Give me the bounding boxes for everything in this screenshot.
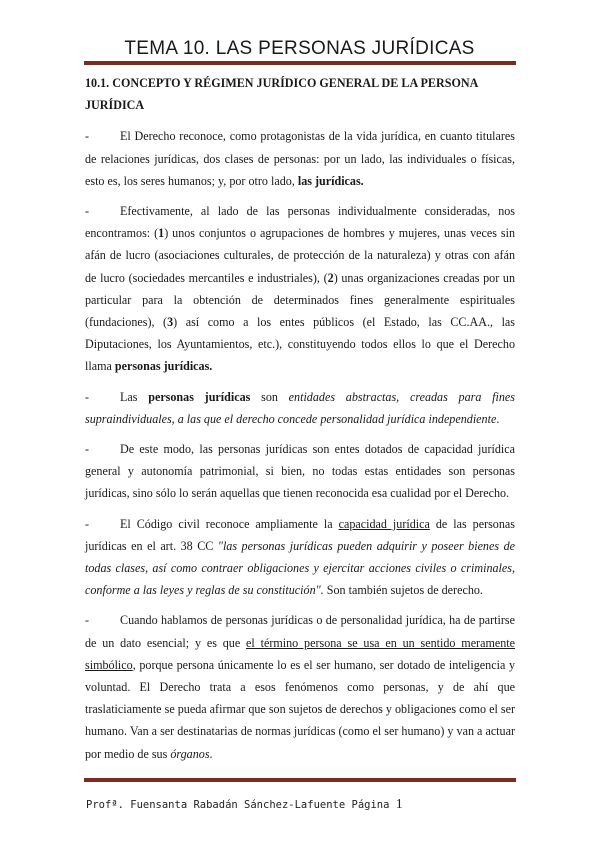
- bold-text: personas jurídicas.: [114, 359, 213, 374]
- page-footer: [86, 797, 403, 813]
- paragraph-text: Las: [120, 389, 149, 404]
- list-dash: -: [85, 613, 90, 628]
- paragraph-text: ) unos conjuntos o agrupaciones de hombres y mujeres, unas veces sin afán de lucro (asociaciones culturales, de protección de la naturaleza) y otras con afán de lucro (sociedades mercantiles e industriales), (: [85, 226, 516, 285]
- paragraph-text: , porque persona únicamente lo es el ser humano, ser dotado de inteligencia y voluntad. El Derecho trata a esos fenómenos como personas, y de ahí que traslaticiamente se pueda afirmar que son sujetos de derechos y obligaciones como el ser humano. Van a ser destinatarias de normas jurídicas (como el ser humano) y van a actuar por medio de sus: [85, 657, 515, 761]
- paragraph-text: Efectivamente, al lado de las personas individualmente consideradas, nos encontramos: (: [85, 204, 515, 241]
- paragraph-5: [85, 513, 515, 602]
- paragraph-2: [85, 200, 515, 378]
- paragraph-text: Son también sujetos de derecho.: [323, 583, 483, 598]
- footer-divider: [84, 778, 516, 782]
- bold-number: 2: [327, 270, 334, 285]
- underlined-text: capacidad jurídica: [338, 516, 430, 531]
- paragraph-6: [85, 609, 515, 764]
- paragraph-text: De este modo, las personas jurídicas son entes dotados de capacidad jurídica general y autonomía patrimonial, si bien, no todas estas entidades son personas jurídicas, sino sólo lo serán aquellas que tienen reconocida esa cualidad por el Derecho.: [85, 442, 515, 501]
- paragraph-text: .: [496, 411, 500, 426]
- paragraph-1: [85, 125, 515, 192]
- document-title: TEMA 10. LAS PERSONAS JURÍDICAS: [124, 38, 475, 59]
- paragraph-text: El Derecho reconoce, como protagonistas de la vida jurídica, en cuanto titulares de relaciones jurídicas, dos clases de personas: por un lado, las individuales o físicas, esto es, los seres humanos; y, por otro lado,: [85, 129, 515, 188]
- paragraph-text: ) así como a los entes públicos (el Estado, las CC.AA., las Diputaciones, los Ayuntamientos, etc.), constituyendo todos ellos lo que el Derecho llama: [85, 315, 516, 374]
- bold-number: 1: [158, 226, 165, 241]
- header-divider: [84, 61, 516, 65]
- footer-author: Profª. Fuensanta Rabadán Sánchez-Lafuente Página: [86, 799, 390, 811]
- bold-text: personas jurídicas: [148, 389, 251, 404]
- paragraph-4: [85, 438, 515, 505]
- section-heading: 10.1. CONCEPTO Y RÉGIMEN JURÍDICO GENERAL DE LA PERSONA JURÍDICA: [85, 76, 478, 113]
- paragraph-text: El Código civil reconoce ampliamente la: [120, 516, 339, 531]
- italic-text: entidades abstractas, creadas para fines supraindividuales, a las que el derecho concede personalidad jurídica independiente: [85, 389, 515, 426]
- italic-quote: "las personas jurídicas pueden adquirir y poseer bienes de todas clases, así como contraer obligaciones y ejercitar acciones civiles o criminales, conforme a las leyes y reglas de su constitución".: [85, 538, 515, 598]
- bold-text: las jurídicas.: [297, 173, 364, 188]
- paragraph-text: ) unas organizaciones creadas por un particular para la obtención de determinados fines generalmente espirituales (fundaciones), (: [85, 270, 515, 330]
- document-body: [85, 72, 515, 773]
- page-number: 1: [395, 797, 403, 812]
- bold-number: 3: [167, 315, 174, 330]
- paragraph-text: son: [250, 389, 289, 404]
- list-dash: -: [85, 204, 90, 219]
- paragraph-text: Cuando hablamos de personas jurídicas o de personalidad jurídica, ha de partirse de un dato esencial; y es que: [85, 613, 515, 650]
- list-dash: -: [85, 129, 90, 144]
- paragraph-text: de las personas jurídicas en el art. 38 CC: [85, 516, 515, 553]
- paragraph-3: [85, 386, 515, 430]
- underlined-text: el término persona se usa en un sentido meramente simbólico: [85, 635, 516, 672]
- list-dash: -: [85, 516, 90, 531]
- paragraph-text: .: [209, 746, 213, 761]
- list-dash: -: [85, 389, 90, 404]
- list-dash: -: [85, 442, 90, 457]
- italic-text: órganos: [170, 746, 210, 761]
